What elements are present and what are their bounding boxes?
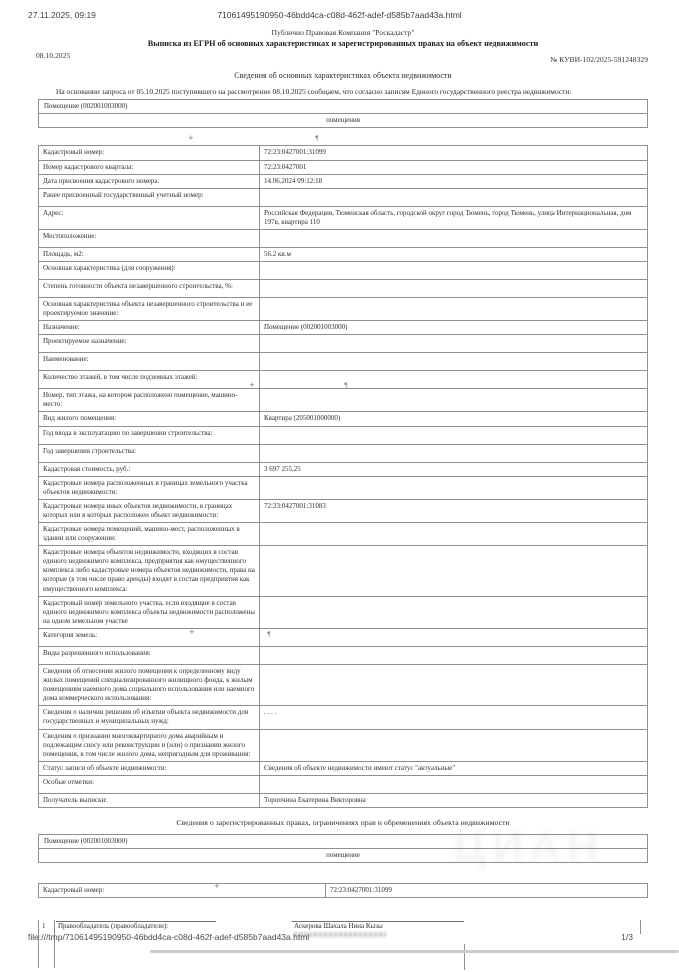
row-label: Особые отметки:: [39, 775, 260, 793]
row-value: 72:23:0427001:31083: [260, 499, 648, 522]
table-row: [39, 206, 648, 229]
object-type-row: [39, 100, 648, 114]
table-row: [39, 775, 648, 793]
table-row: [39, 146, 648, 160]
object-type-cell: Помещение (002001003000): [39, 834, 648, 848]
row-value: [260, 664, 648, 705]
table-row: [39, 389, 648, 412]
move-cursor-icon: +: [189, 628, 195, 636]
row-label: Виды разрешенного использования:: [39, 646, 260, 664]
issue-date: 08.10.2025: [36, 51, 71, 61]
row-value: Сведения об объекте недвижимости имеют статус "актуальные": [260, 761, 648, 775]
row-label: Количество этажей, в том числе подземных этажей:: [39, 371, 260, 389]
document-title: Выписка из ЕГРН об основных характеристиках и зарегистрированных правах на объект недвижимости: [147, 39, 539, 48]
page-break-edge: [150, 950, 679, 953]
row-label: Местоположение:: [39, 229, 260, 247]
row-label: Кадастровые номера расположенных в границах земельного участка объектов недвижимости:: [39, 476, 260, 499]
row-value: 72:23:0427001: [260, 160, 648, 174]
object-header-table-2: [38, 834, 648, 863]
row-label: Кадастровый номер:: [39, 146, 260, 160]
row-label: Адрес:: [39, 206, 260, 229]
row-label: Сведения о наличии решения об изъятии объекта недвижимости для государственных и муниципальных нужд:: [39, 706, 260, 729]
object-header-table: [38, 99, 648, 128]
row-label: Назначение:: [39, 321, 260, 335]
row-label: Степень готовности объекта незавершенного строительства, %:: [39, 279, 260, 297]
cadastral-number-table: [38, 883, 648, 898]
characteristics-table-body: [39, 146, 648, 808]
row-value: [260, 596, 648, 628]
issuer-name: Публично Правовая Компания "Роскадастр": [271, 28, 415, 37]
row-value: [260, 628, 648, 646]
print-filename: 71061495190950-46bdd4ca-c08d-462f-adef-d585b7aad43a.html: [217, 10, 462, 20]
row-label: Кадастровые номера помещений, машино-мест, расположенных в здании или сооружении:: [39, 523, 260, 546]
row-label: Проектируемое назначение:: [39, 335, 260, 353]
object-type-row: [39, 834, 648, 848]
table-row: [39, 462, 648, 476]
row-value: [260, 389, 648, 412]
row-value: [260, 646, 648, 664]
row-value: [260, 229, 648, 247]
row-label: Сведения об отнесении жилого помещения к определенному виду жилых помещений специализированного жилищного фонда, к жилым помещениям наемного дома социального использования или наемного дома коммерческого использования:: [39, 664, 260, 705]
row-value: Российская Федерация, Тюменская область, городской округ город Тюмень, город Тюмень, улица Интернациональная, дом 197в, квартира 110: [260, 206, 648, 229]
footer-file-url: file:///tmp/71061495190950-46bdd4ca-c08d-462f-adef-d585b7aad43a.html: [28, 932, 310, 942]
table-row: [39, 628, 648, 646]
move-cursor-icon: +: [249, 381, 255, 389]
row-value: 56.2 кв.м: [260, 247, 648, 261]
row-label: Кадастровый номер:: [39, 884, 326, 898]
print-footer: [28, 932, 633, 944]
row-value: [260, 729, 648, 761]
row-label: Сведения о признании многоквартирного дома аварийным и подлежащим сносу или реконструкции и (или) о признании жилого помещения, в том числе жилого дома, непригодным для проживания:: [39, 729, 260, 761]
row-value: . . . .: [260, 706, 648, 729]
table-row: [39, 523, 648, 546]
row-value: [260, 297, 648, 320]
row-value: [260, 546, 648, 596]
text-cursor-icon: ¶: [344, 382, 348, 389]
object-kind-cell: помещение: [39, 849, 648, 863]
table-row: [39, 793, 648, 807]
table-row: [39, 335, 648, 353]
table-row: [39, 371, 648, 389]
table-row: [39, 321, 648, 335]
row-value: [260, 279, 648, 297]
table-row: [39, 247, 648, 261]
object-kind-row: [39, 849, 648, 863]
row-value: [260, 353, 648, 371]
row-label: Статус записи об объекте недвижимости:: [39, 761, 260, 775]
row-value: Торопчина Екатерина Викторовна: [260, 793, 648, 807]
row-value: [260, 335, 648, 353]
row-value: [260, 476, 648, 499]
row-label: Вид жилого помещения:: [39, 412, 260, 426]
rights-row-number: 1: [42, 922, 46, 931]
row-label: Кадастровые номера объектов недвижимости, входящих в состав единого недвижимого комплекса, предприятия как имущественного комплекса либо кадастровые номера объектов недвижимости, права на которые (в том числе право аренды) входят в состав предприятия как имущественного комплекса:: [39, 546, 260, 596]
date-number-line: [38, 51, 648, 65]
print-header: [28, 10, 651, 22]
intro-paragraph: На основании запроса от 05.10.2025 поступившего на рассмотрение 08.10.2025 сообщаем, что согласно записям Единого государственного реестра недвижимости:: [56, 87, 572, 97]
rights-row-label: Правообладатель (правообладатели):: [58, 922, 169, 931]
row-value: [260, 426, 648, 444]
table-row: [39, 729, 648, 761]
document-number: № КУВИ-102/2025-591248329: [550, 55, 648, 65]
move-cursor-icon: +: [214, 882, 220, 890]
table-row: [39, 188, 648, 206]
table-border: [54, 920, 55, 968]
site-watermark: ЦИАН: [453, 822, 605, 871]
row-value: Помещение (002001003000): [260, 321, 648, 335]
row-value: 14.06.2024 09:12:18: [260, 174, 648, 188]
section1-title: Сведения об основных характеристиках объекта недвижимости: [234, 71, 452, 81]
table-row: [39, 596, 648, 628]
row-label: Год завершения строительства:: [39, 444, 260, 462]
object-type-cell: Помещение (002001003000): [39, 100, 648, 114]
table-row: [39, 444, 648, 462]
object-kind-row: [39, 114, 648, 128]
footer-page-number: 1/3: [621, 932, 633, 942]
table-row: [39, 229, 648, 247]
table-border: [464, 944, 465, 970]
row-label: Наименование:: [39, 353, 260, 371]
row-value: 3 697 255,25: [260, 462, 648, 476]
row-value: 72:23:0427001:31099: [260, 146, 648, 160]
table-border: [640, 920, 641, 934]
table-border: [38, 920, 39, 968]
row-value: [260, 188, 648, 206]
row-label: Год ввода в эксплуатацию по завершении строительства:: [39, 426, 260, 444]
row-label: Получатель выписки:: [39, 793, 260, 807]
table-row: [39, 706, 648, 729]
table-row: [39, 476, 648, 499]
row-label: Кадастровые номера иных объектов недвижимости, в границах которых или в которых расположен объект недвижимости:: [39, 499, 260, 522]
table-row: [39, 646, 648, 664]
rightsholder-name: Аскерова Шахала Нина Кызы: [294, 922, 383, 931]
row-label: Номер кадастрового квартала:: [39, 160, 260, 174]
table-row: [39, 297, 648, 320]
text-cursor-icon: ¶: [315, 135, 319, 142]
row-label: Ранее присвоенный государственный учетный номер:: [39, 188, 260, 206]
table-row: [39, 884, 648, 898]
row-label: Площадь, м2:: [39, 247, 260, 261]
row-label: Категория земель:: [39, 628, 260, 646]
move-cursor-icon: +: [188, 134, 194, 142]
table-row: [39, 279, 648, 297]
print-datetime: 27.11.2025, 09:19: [28, 10, 96, 20]
row-value: [260, 523, 648, 546]
section2-title: Сведения о зарегистрированных правах, ограничениях прав и обременениях объекта недвижимости: [176, 817, 510, 827]
table-row: [39, 412, 648, 426]
table-row: [39, 499, 648, 522]
row-label: Основная характеристика (для сооружения):: [39, 261, 260, 279]
table-row: [39, 174, 648, 188]
row-value: 72:23:0427001:31099: [326, 884, 648, 898]
object-kind-cell: помещения: [39, 114, 648, 128]
row-value: [260, 371, 648, 389]
row-label: Номер, тип этажа, на котором расположено помещение, машино-место:: [39, 389, 260, 412]
row-label: Основная характеристика объекта незавершенного строительства и ее проектируемое значение:: [39, 297, 260, 320]
document-page: [38, 28, 648, 972]
table-row: [39, 160, 648, 174]
table-row: [39, 546, 648, 596]
table-row: [39, 664, 648, 705]
characteristics-table: [38, 145, 648, 808]
row-value: [260, 775, 648, 793]
table-row: [39, 261, 648, 279]
row-label: Дата присвоения кадастрового номера:: [39, 174, 260, 188]
row-label: Кадастровый номер земельного участка, если входящие в состав единого недвижимого комплекса объекты недвижимости расположены на одном земельном участке: [39, 596, 260, 628]
row-label: Кадастровая стоимость, руб.:: [39, 462, 260, 476]
text-cursor-icon: ¶: [267, 631, 271, 638]
table-row: [39, 426, 648, 444]
rights-table-fragment: [38, 920, 648, 972]
table-row: [39, 761, 648, 775]
row-value: Квартира (205001000000): [260, 412, 648, 426]
row-value: [260, 261, 648, 279]
table-row: [39, 353, 648, 371]
row-value: [260, 444, 648, 462]
